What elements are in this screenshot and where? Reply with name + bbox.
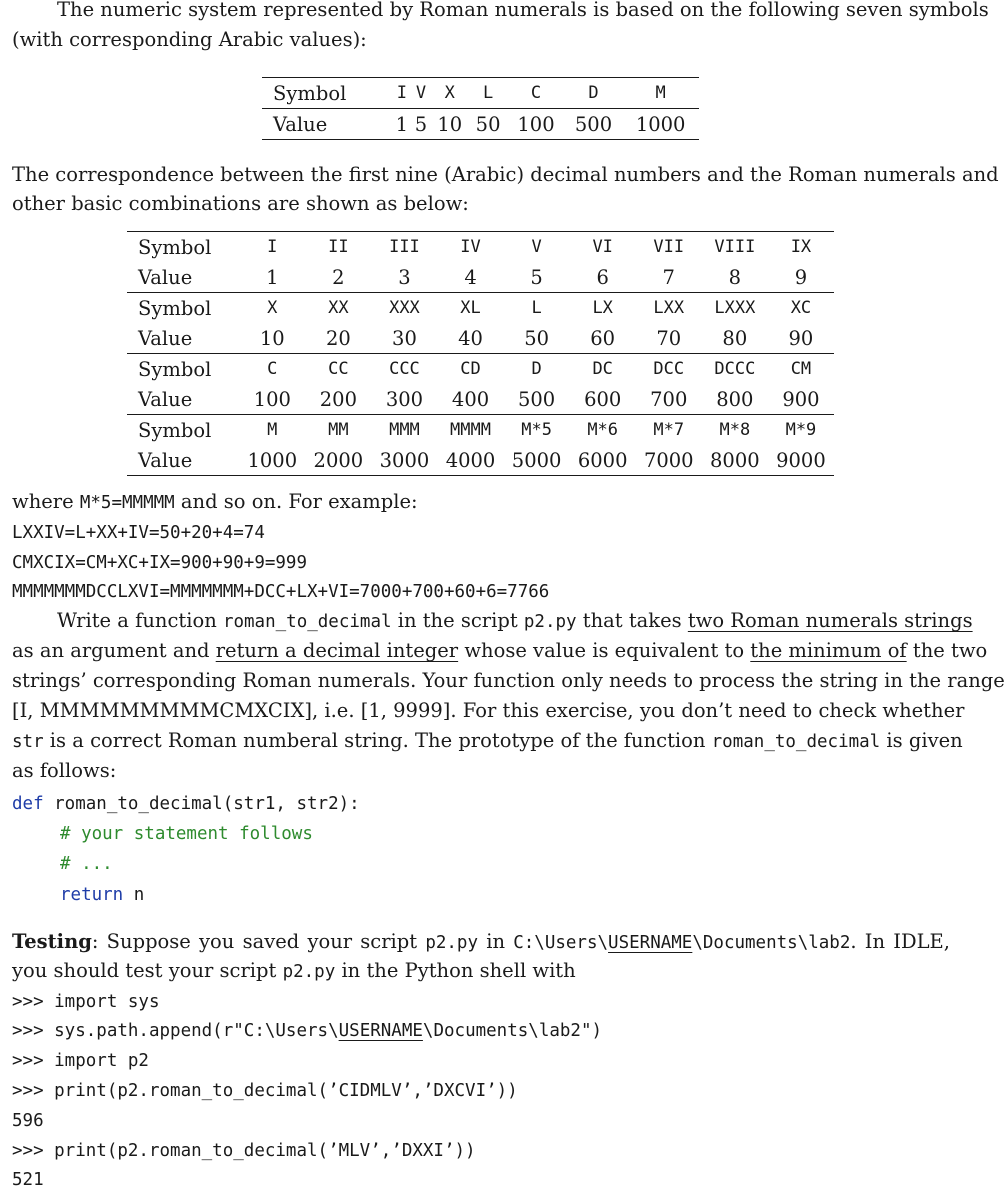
table-cell: 5: [414, 112, 428, 136]
table-cell: M: [239, 415, 305, 446]
code-return-line: [60, 883, 950, 907]
table-row: [127, 232, 834, 263]
testing-heading: Testing: [12, 930, 92, 953]
table-cell: XXX: [371, 293, 437, 324]
para2-line-2: other basic combinations are shown as below:: [12, 192, 469, 215]
table-cell: DC: [570, 354, 636, 385]
table-label: Symbol: [262, 78, 392, 109]
table-cell: DCCC: [702, 354, 768, 385]
table-cell: I: [267, 237, 278, 257]
table-cell: 8000: [710, 448, 760, 472]
function-name: roman_to_decimal: [222, 612, 392, 632]
intro-line-2: (with corresponding Arabic values):: [12, 28, 367, 51]
table-cell: 5000: [511, 448, 562, 472]
table-cell: 1000: [635, 112, 686, 136]
table-label: Value: [273, 112, 328, 136]
table-cell: 600: [584, 387, 622, 411]
table-cell: 10: [437, 112, 463, 136]
table-cell: 9000: [776, 448, 826, 472]
shell-line-5: >>> print(p2.roman_to_decimal(’MLV’,’DXXI’)): [12, 1141, 476, 1161]
table-cell: CCC: [371, 354, 437, 385]
code-comment-1: # your statement follows: [60, 824, 313, 844]
table-cell: 60: [590, 326, 616, 350]
table-cell: VII: [653, 237, 685, 257]
table-cell: MM: [305, 415, 371, 446]
table-cell: IV: [460, 237, 481, 257]
table-cell: 1000: [247, 448, 298, 472]
para2-line-1: The correspondence between the first nine (Arabic) decimal numbers and the Roman numerals and: [12, 163, 999, 186]
shell-text: >>> sys.path.append(r"C:\Users\: [12, 1021, 339, 1041]
underlined-phrase: the minimum of: [750, 639, 907, 662]
table-cell: 80: [722, 326, 748, 350]
text: that takes: [576, 609, 688, 632]
shell-line-3: >>> import p2: [12, 1051, 149, 1071]
task-line-4: [I, MMMMMMMMMCMXCIX], i.e. [1, 9999]. For this exercise, you don’t need to check whether: [12, 699, 965, 722]
table-cell: 100: [517, 112, 555, 136]
table-label: Symbol: [127, 354, 239, 385]
table-cell: 8: [728, 265, 742, 289]
table-cell: 800: [716, 387, 754, 411]
code-def-line: [12, 792, 950, 816]
table-cell: M*7: [636, 415, 702, 446]
path-pre: C:\Users\: [513, 933, 609, 953]
table-row: [127, 323, 834, 354]
table-cell: 30: [392, 326, 417, 350]
path: [513, 933, 850, 953]
table-cell: LX: [570, 293, 636, 324]
table-cell: L: [469, 78, 507, 109]
table-cell: 1: [266, 265, 279, 289]
table-cell: 400: [451, 387, 490, 411]
table-cell: 300: [385, 387, 424, 411]
table-cell: 40: [458, 326, 483, 350]
file-name: p2.py: [523, 612, 577, 632]
where-line: [12, 490, 950, 515]
table-cell: 50: [475, 112, 501, 136]
table-cell: 7: [662, 265, 675, 289]
table-row: [127, 354, 834, 385]
table-cell: 700: [650, 387, 688, 411]
testing-line-2: [12, 959, 950, 984]
table-cell: II: [328, 237, 349, 257]
table-cell: V: [411, 78, 430, 109]
table-label: Value: [138, 387, 193, 411]
table-cell: MMM: [371, 415, 437, 446]
underlined-phrase: two Roman numerals strings: [687, 609, 973, 632]
task-line-6: as follows:: [12, 759, 117, 782]
task-line-1: [57, 609, 973, 634]
table-label: Symbol: [138, 235, 212, 259]
where-code: M*5=MMMMM: [79, 493, 175, 513]
code-comment-2: # ...: [60, 854, 113, 874]
file-name: p2.py: [282, 962, 336, 982]
where-post: and so on. For example:: [174, 490, 418, 513]
table-cell: M*6: [570, 415, 636, 446]
table-cell: LXX: [636, 293, 702, 324]
table-row: [262, 78, 699, 109]
table-cell: VIII: [714, 237, 756, 257]
text: is given: [880, 729, 963, 752]
shell-line-4: >>> print(p2.roman_to_decimal(’CIDMLV’,’DXCVI’)): [12, 1081, 518, 1101]
function-name: roman_to_decimal: [711, 732, 881, 752]
underlined-phrase: return a decimal integer: [215, 639, 459, 662]
table-cell: 1: [395, 112, 409, 136]
table-cell: XL: [437, 293, 503, 324]
file-name: p2.py: [425, 933, 478, 953]
shell-user: USERNAME: [338, 1021, 423, 1041]
table-cell: 500: [574, 112, 613, 136]
testing-line-1: [12, 930, 950, 955]
text: the two: [906, 639, 988, 662]
table-row: [127, 445, 834, 476]
where-pre: where: [12, 490, 80, 513]
table-label: Value: [138, 326, 193, 350]
table-cell: 5: [530, 265, 543, 289]
table-cell: XX: [305, 293, 371, 324]
example-line-2: CMXCIX=CM+XC+IX=900+90+9=999: [12, 553, 308, 573]
table-row: [127, 293, 834, 324]
text: : Suppose you saved your script: [91, 930, 426, 953]
code-str: str: [12, 732, 44, 752]
table-cell: 3: [398, 265, 411, 289]
table-cell: M*5: [504, 415, 570, 446]
table-cell: CD: [437, 354, 503, 385]
path-post: \Documents\lab2: [692, 933, 851, 953]
table-cell: MMMM: [437, 415, 503, 446]
text: . In IDLE,: [850, 930, 950, 953]
keyword-def: def: [12, 794, 44, 814]
table-cell: IX: [790, 237, 812, 257]
table-row: [127, 384, 834, 415]
text: Write a function: [57, 609, 223, 632]
table-cell: 3000: [379, 448, 430, 472]
table-cell: 50: [524, 326, 550, 350]
table-cell: 70: [656, 326, 682, 350]
table-cell: X: [431, 78, 469, 109]
text: you should test your script: [12, 959, 283, 982]
text: as an argument and: [12, 639, 216, 662]
table-cell: M: [622, 78, 699, 109]
table-cell: 6000: [577, 448, 628, 472]
table-cell: III: [389, 237, 420, 257]
table-cell: D: [504, 354, 570, 385]
table-cell: 7000: [643, 448, 694, 472]
table-row: [127, 262, 834, 293]
table-cell: 90: [788, 326, 814, 350]
keyword-return: return: [60, 885, 124, 905]
table-row: [127, 415, 834, 446]
text: in: [478, 930, 514, 953]
task-line-2: [12, 639, 988, 663]
table-cell: 900: [782, 387, 820, 411]
table-label: Symbol: [127, 293, 239, 324]
text: whose value is equivalent to: [458, 639, 751, 662]
table-cell: L: [504, 293, 570, 324]
path-user: USERNAME: [608, 933, 693, 953]
example-line-3: MMMMMMMDCCLXVI=MMMMMMM+DCC+LX+VI=7000+700+60+6=7766: [12, 582, 550, 602]
table-cell: LXXX: [702, 293, 768, 324]
table-cell: X: [239, 293, 305, 324]
table-label: Symbol: [127, 415, 239, 446]
table-cell: 2000: [313, 448, 364, 472]
table-cell: C: [507, 78, 565, 109]
code-text: n: [123, 885, 145, 905]
text: in the script: [391, 609, 524, 632]
table-cell: 4000: [445, 448, 496, 472]
code-text: roman_to_decimal(str1, str2):: [43, 794, 360, 814]
table-cell: XC: [768, 293, 834, 324]
shell-line-2: [12, 1019, 950, 1043]
table-label: Value: [138, 265, 193, 289]
table-row: [262, 109, 699, 140]
table-cell: VI: [592, 237, 613, 257]
table-cell: 4: [464, 265, 477, 289]
table-cell: DCC: [636, 354, 702, 385]
shell-text: \Documents\lab2"): [422, 1021, 603, 1041]
table-label: Value: [138, 448, 193, 472]
table-cell: D: [565, 78, 623, 109]
table-cell: 20: [325, 326, 351, 350]
roman-combinations-table: [127, 231, 834, 476]
intro-line-1: The numeric system represented by Roman numerals is based on the following seven symbols: [57, 0, 989, 21]
table-cell: CM: [768, 354, 834, 385]
table-cell: 9: [794, 265, 808, 289]
text: is a correct Roman numberal string. The prototype of the function: [43, 729, 712, 752]
table-cell: 100: [253, 387, 291, 411]
task-line-5: [12, 729, 963, 754]
task-line-3: strings’ corresponding Roman numerals. Your function only needs to process the string in the range: [12, 669, 1005, 692]
table-cell: I: [392, 78, 411, 109]
table-cell: C: [239, 354, 305, 385]
table-cell: 6: [596, 265, 609, 289]
table-cell: V: [531, 237, 542, 257]
table-cell: M*9: [768, 415, 834, 446]
shell-output-2: 521: [12, 1170, 44, 1190]
table-cell: 500: [517, 387, 556, 411]
example-line-1: LXXIV=L+XX+IV=50+20+4=74: [12, 523, 265, 543]
table-cell: 10: [259, 326, 285, 350]
table-cell: 200: [319, 387, 357, 411]
roman-symbols-table: [262, 77, 699, 140]
table-cell: 2: [332, 265, 345, 289]
table-cell: CC: [305, 354, 371, 385]
table-cell: M*8: [702, 415, 768, 446]
shell-line-1: >>> import sys: [12, 992, 160, 1012]
shell-output-1: 596: [12, 1111, 44, 1131]
text: in the Python shell with: [335, 959, 576, 982]
